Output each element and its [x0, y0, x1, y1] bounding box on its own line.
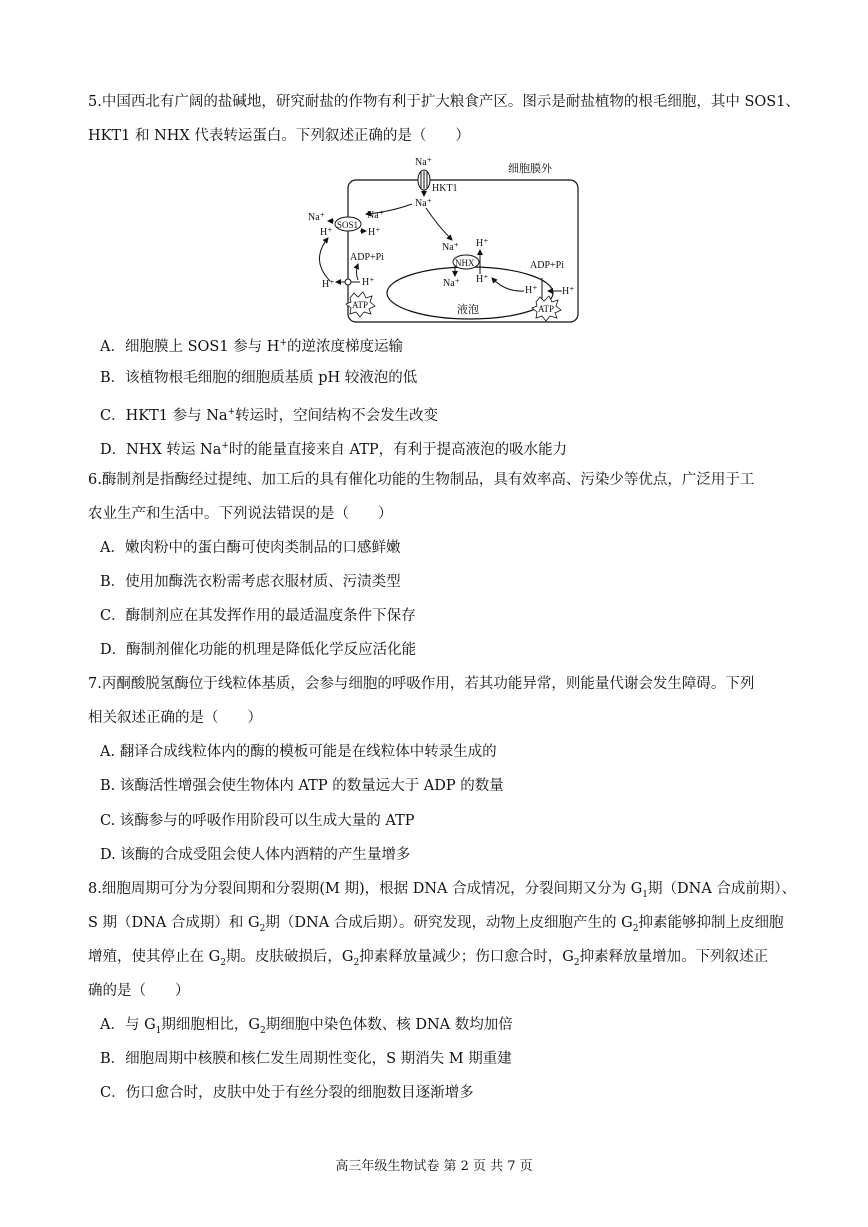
nhx-na-top: Na⁺ — [442, 242, 459, 253]
q5-option-c[interactable]: C．HKT1 参与 Na+转运时，空间结构不会发生改变 — [100, 407, 439, 424]
q6-option-b[interactable]: B．使用加酶洗衣粉需考虑衣服材质、污渍类型 — [100, 574, 401, 590]
q5-option-b[interactable]: B．该植物根毛细胞的细胞质基质 pH 较液泡的低 — [100, 370, 418, 386]
membrane-pump — [345, 279, 351, 285]
sos1-na-out: Na⁺ — [308, 212, 325, 223]
q7-stem-line1: 7.丙酮酸脱氢酶位于线粒体基质，会参与细胞的呼吸作用，若其功能异常，则能量代谢会发生障碍。下列 — [88, 676, 755, 692]
hkt1-channel — [418, 170, 430, 190]
q7-option-c[interactable]: C. 该酶参与的呼吸作用阶段可以生成大量的 ATP — [100, 813, 415, 829]
q7-option-a[interactable]: A. 翻译合成线粒体内的酶的模板可能是在线粒体中转录生成的 — [100, 744, 497, 760]
sos1-label: SOS1 — [337, 220, 359, 230]
sos1-na-in: Na⁺ — [367, 210, 384, 221]
q7-option-d[interactable]: D. 该酶的合成受阻会使人体内酒精的产生量增多 — [100, 847, 411, 863]
q5-option-d[interactable]: D．NHX 转运 Na+时的能量直接来自 ATP，有利于提高液泡的吸水能力 — [100, 441, 568, 458]
q8-option-b[interactable]: B．细胞周期中核膜和核仁发生周期性变化，S 期消失 M 期重建 — [100, 1051, 512, 1067]
q8-option-a[interactable]: A．与 $G_1$期细胞相比，$G_2$期细胞中染色体数、核 DNA 数均加倍 — [100, 1017, 513, 1036]
pump-h-out: H⁺ — [322, 279, 335, 290]
vacuole-pump-h-in: H⁺ — [562, 286, 575, 297]
q6-stem-line1: 6.酶制剂是指酶经过提纯、加工后的具有催化功能的生物制品，具有效率高、污染少等优点，广泛用于工 — [88, 472, 755, 488]
nhx-h-bottom: H⁺ — [476, 274, 489, 285]
q6-option-c[interactable]: C．酶制剂应在其发挥作用的最适温度条件下保存 — [100, 608, 416, 624]
q7-option-b[interactable]: B. 该酶活性增强会使生物体内 ATP 的数量远大于 ADP 的数量 — [100, 778, 504, 794]
outside-label: 细胞膜外 — [508, 163, 552, 175]
vacuole-label: 液泡 — [457, 304, 479, 316]
q5-option-a[interactable]: A．细胞膜上 SOS1 参与 H+的逆浓度梯度运输 — [100, 338, 403, 355]
nhx-h-top: H⁺ — [476, 238, 489, 249]
q5-stem-line2: HKT1 和 NHX 代表转运蛋白。下列叙述正确的是（ ） — [88, 128, 470, 144]
pump-adp-pi: ADP+Pi — [350, 252, 384, 263]
nhx-na-bottom: Na⁺ — [443, 278, 460, 289]
hkt1-na-in: Na⁺ — [415, 198, 432, 209]
pump-h-in: H⁺ — [362, 277, 375, 288]
nhx-label: NHX — [455, 258, 475, 268]
q7-stem-line2: 相关叙述正确的是（ ） — [88, 710, 262, 726]
q6-stem-line2: 农业生产和生活中。下列说法错误的是（ ） — [88, 506, 393, 522]
q8-stem-line4: 确的是（ ） — [88, 983, 190, 999]
vacuole-pump-h-out: H⁺ — [525, 285, 538, 296]
sos1-h-out: H⁺ — [320, 227, 333, 238]
page-footer: 高三年级生物试卷 第 2 页 共 7 页 — [335, 1159, 533, 1174]
q8-stem-line3: 增殖，使其停止在 $G_2$期。皮肤破损后，$G_2$抑素释放量减少；伤口愈合时，$G_2$抑素释放量增加。下列叙述正 — [88, 949, 769, 968]
atp-label-2: ATP — [538, 304, 555, 314]
vacuole-pump-adp-pi: ADP+Pi — [530, 260, 564, 271]
sos1-h-in: H⁺ — [368, 227, 381, 238]
hkt1-label: HKT1 — [432, 183, 458, 194]
hkt1-na-out: Na⁺ — [415, 157, 432, 168]
q6-option-d[interactable]: D．酶制剂催化功能的机理是降低化学反应活化能 — [100, 642, 417, 658]
q6-option-a[interactable]: A．嫩肉粉中的蛋白酶可使肉类制品的口感鲜嫩 — [100, 540, 401, 556]
q8-stem-line2: S 期（DNA 合成期）和 $G_2$期（DNA 合成后期）。研究发现，动物上皮细胞产生的 $G_2$抑素能够抑制上皮细胞 — [88, 915, 784, 934]
q8-option-c[interactable]: C．伤口愈合时，皮肤中处于有丝分裂的细胞数目逐渐增多 — [100, 1085, 474, 1101]
q8-stem-line1: 8.细胞周期可分为分裂间期和分裂期(M 期)，根据 DNA 合成情况，分裂间期又分为 $G_1$期（DNA 合成前期）、 — [88, 881, 797, 900]
root-hair-cell-diagram — [300, 150, 590, 325]
q5-stem-line1: 5.中国西北有广阔的盐碱地，研究耐盐的作物有利于扩大粮食产区。图示是耐盐植物的根毛细胞，其中 SOS1、 — [88, 94, 800, 110]
atp-label-1: ATP — [352, 300, 369, 310]
